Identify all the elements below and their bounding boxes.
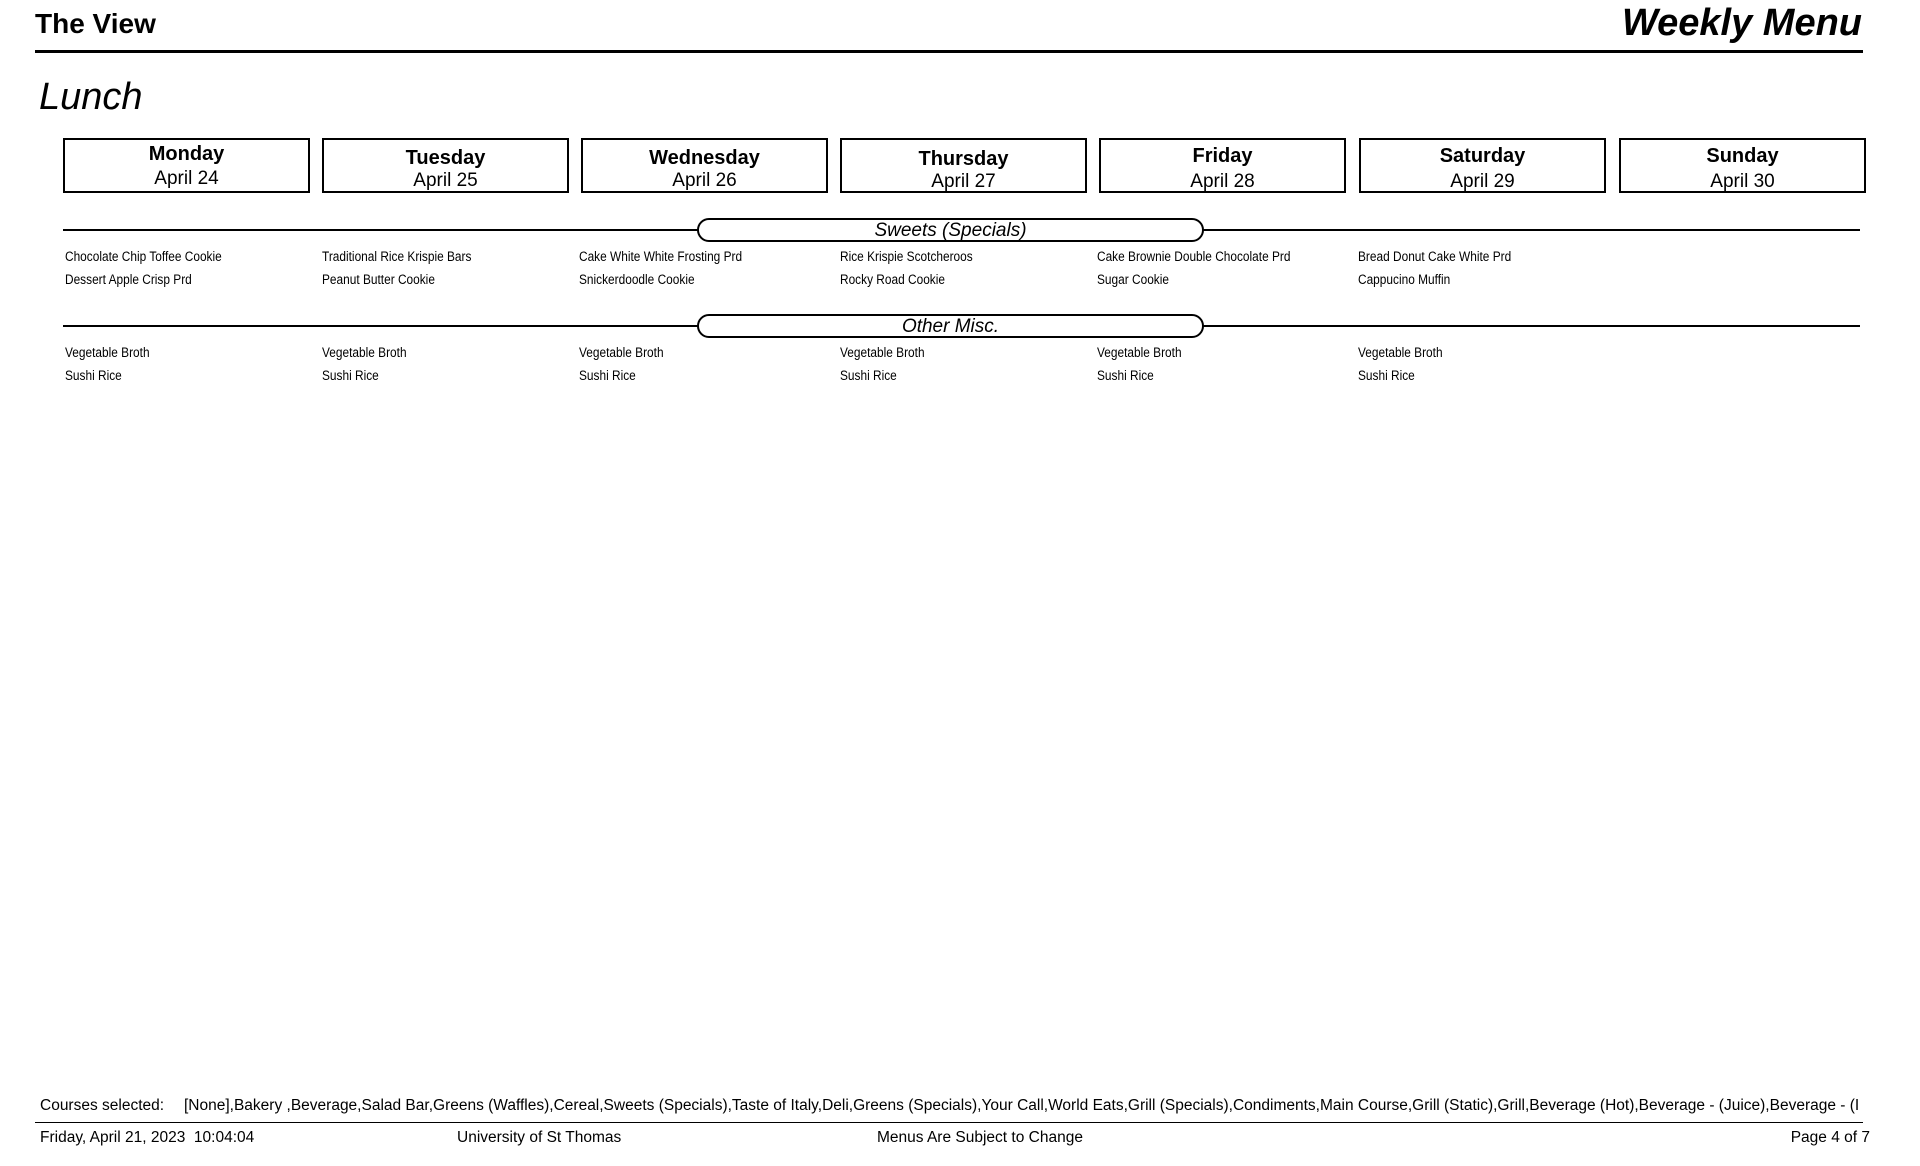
menu-item: Vegetable Broth [840,345,925,360]
menu-item: Peanut Butter Cookie [322,272,435,287]
day-date: April 30 [1710,171,1775,192]
day-name: Sunday [1706,145,1779,167]
menu-item: Snickerdoodle Cookie [579,272,695,287]
menu-item: Cappucino Muffin [1358,272,1451,287]
courses-selected [40,1097,1860,1115]
print-timestamp: Friday, April 21, 2023 10:04:04 [40,1129,255,1146]
day-header-tuesday [322,138,569,193]
day-name: Friday [1192,145,1253,167]
meal-title: Lunch [39,76,143,118]
courses-value: [None],Bakery ,Beverage,Salad Bar,Greens (Waffles),Cereal,Sweets (Specials),Taste of Italy,Deli,Greens (Specials),Your Call,World Eats,Grill (Specials),Condiments,Main Course,Grill (Static),Grill,Beverage (Hot),Beverage - (Juice),Beverage - (I [184,1097,1860,1114]
menu-item: Dessert Apple Crisp Prd [65,272,192,287]
menu-item: Bread Donut Cake White Prd [1358,249,1512,264]
menu-item: Cake Brownie Double Chocolate Prd [1097,249,1291,264]
menu-item: Sugar Cookie [1097,272,1169,287]
day-name: Tuesday [405,147,486,169]
category-label-sweets: Sweets (Specials) [697,218,1204,242]
venue-name: The View [35,8,156,39]
day-name: Wednesday [649,147,760,169]
menu-item: Rocky Road Cookie [840,272,945,287]
day-date: April 29 [1450,171,1515,192]
footer-divider [35,1122,1863,1123]
menu-item: Sushi Rice [322,368,379,383]
menu-item: Vegetable Broth [65,345,150,360]
day-header-monday [63,138,310,193]
day-date: April 24 [154,168,219,189]
day-header-saturday [1359,138,1606,193]
menu-notice: Menus Are Subject to Change [877,1129,1083,1146]
day-header-thursday [840,138,1087,193]
day-name: Monday [148,143,225,165]
header-divider [35,50,1863,53]
category-label-other-misc: Other Misc. [697,314,1204,338]
menu-item: Cake White White Frosting Prd [579,249,743,264]
day-header-friday [1099,138,1346,193]
menu-item: Vegetable Broth [322,345,407,360]
menu-item: Chocolate Chip Toffee Cookie [65,249,222,264]
day-name: Saturday [1439,145,1526,167]
menu-item: Vegetable Broth [579,345,664,360]
page-number: Page 4 of 7 [1790,1129,1870,1146]
menu-item: Traditional Rice Krispie Bars [322,249,472,264]
menu-item: Sushi Rice [65,368,122,383]
menu-item: Vegetable Broth [1097,345,1182,360]
menu-item: Sushi Rice [579,368,636,383]
day-header-sunday [1619,138,1866,193]
day-date: April 26 [672,170,737,191]
menu-item: Sushi Rice [840,368,897,383]
menu-item: Vegetable Broth [1358,345,1443,360]
institution-name: University of St Thomas [457,1129,622,1146]
courses-label: Courses selected: [40,1097,165,1114]
menu-item: Rice Krispie Scotcheroos [840,249,973,264]
menu-item: Sushi Rice [1097,368,1154,383]
day-date: April 28 [1190,171,1255,192]
day-header-wednesday [581,138,828,193]
menu-item: Sushi Rice [1358,368,1415,383]
day-date: April 25 [413,170,478,191]
day-date: April 27 [931,171,996,192]
day-name: Thursday [918,148,1009,170]
document-title: Weekly Menu [1621,2,1862,44]
